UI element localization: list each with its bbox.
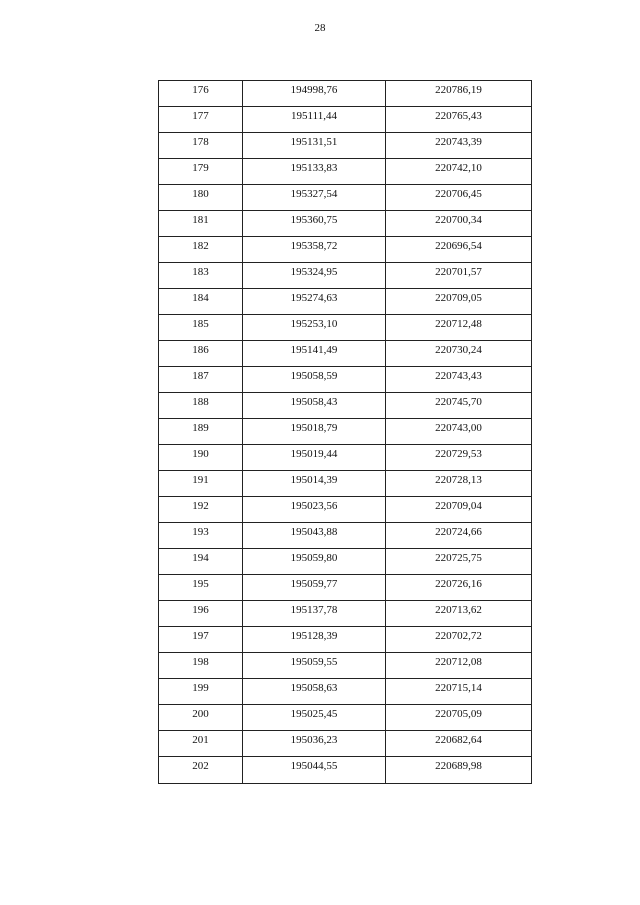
- point-number-cell: 184: [159, 289, 243, 315]
- point-number-cell: 199: [159, 679, 243, 705]
- point-number-cell: 190: [159, 445, 243, 471]
- x-coordinate-cell: 195058,63: [243, 679, 386, 705]
- x-coordinate-cell: 195131,51: [243, 133, 386, 159]
- y-coordinate-cell: 220729,53: [386, 445, 532, 471]
- y-coordinate-cell: 220742,10: [386, 159, 532, 185]
- y-coordinate-cell: 220706,45: [386, 185, 532, 211]
- point-number-cell: 176: [159, 81, 243, 107]
- table-row: [159, 627, 532, 653]
- point-number-cell: 198: [159, 653, 243, 679]
- y-coordinate-cell: 220743,39: [386, 133, 532, 159]
- point-number-cell: 178: [159, 133, 243, 159]
- x-coordinate-cell: 195128,39: [243, 627, 386, 653]
- x-coordinate-cell: 195043,88: [243, 523, 386, 549]
- table-row: [159, 289, 532, 315]
- y-coordinate-cell: 220743,00: [386, 419, 532, 445]
- point-number-cell: 201: [159, 731, 243, 757]
- x-coordinate-cell: 195133,83: [243, 159, 386, 185]
- coordinates-table-body: [159, 81, 532, 784]
- x-coordinate-cell: 195036,23: [243, 731, 386, 757]
- y-coordinate-cell: 220689,98: [386, 757, 532, 784]
- y-coordinate-cell: 220709,04: [386, 497, 532, 523]
- x-coordinate-cell: 195324,95: [243, 263, 386, 289]
- point-number-cell: 188: [159, 393, 243, 419]
- y-coordinate-cell: 220712,48: [386, 315, 532, 341]
- point-number-cell: 183: [159, 263, 243, 289]
- y-coordinate-cell: 220725,75: [386, 549, 532, 575]
- y-coordinate-cell: 220682,64: [386, 731, 532, 757]
- table-row: [159, 575, 532, 601]
- point-number-cell: 180: [159, 185, 243, 211]
- table-row: [159, 211, 532, 237]
- y-coordinate-cell: 220696,54: [386, 237, 532, 263]
- y-coordinate-cell: 220786,19: [386, 81, 532, 107]
- x-coordinate-cell: 195358,72: [243, 237, 386, 263]
- table-row: [159, 159, 532, 185]
- point-number-cell: 187: [159, 367, 243, 393]
- x-coordinate-cell: 195019,44: [243, 445, 386, 471]
- table-row: [159, 601, 532, 627]
- y-coordinate-cell: 220701,57: [386, 263, 532, 289]
- y-coordinate-cell: 220712,08: [386, 653, 532, 679]
- point-number-cell: 192: [159, 497, 243, 523]
- point-number-cell: 193: [159, 523, 243, 549]
- x-coordinate-cell: 195274,63: [243, 289, 386, 315]
- table-row: [159, 367, 532, 393]
- table-row: [159, 471, 532, 497]
- y-coordinate-cell: 220765,43: [386, 107, 532, 133]
- table-row: [159, 705, 532, 731]
- point-number-cell: 189: [159, 419, 243, 445]
- table-row: [159, 497, 532, 523]
- x-coordinate-cell: 195111,44: [243, 107, 386, 133]
- table-row: [159, 393, 532, 419]
- x-coordinate-cell: 195059,77: [243, 575, 386, 601]
- x-coordinate-cell: 195058,59: [243, 367, 386, 393]
- x-coordinate-cell: 194998,76: [243, 81, 386, 107]
- y-coordinate-cell: 220702,72: [386, 627, 532, 653]
- point-number-cell: 186: [159, 341, 243, 367]
- table-row: [159, 523, 532, 549]
- table-row: [159, 107, 532, 133]
- y-coordinate-cell: 220713,62: [386, 601, 532, 627]
- x-coordinate-cell: 195360,75: [243, 211, 386, 237]
- x-coordinate-cell: 195141,49: [243, 341, 386, 367]
- page-number: 28: [314, 22, 326, 34]
- table-row: [159, 445, 532, 471]
- table-row: [159, 341, 532, 367]
- y-coordinate-cell: 220743,43: [386, 367, 532, 393]
- point-number-cell: 200: [159, 705, 243, 731]
- point-number-cell: 191: [159, 471, 243, 497]
- point-number-cell: 202: [159, 757, 243, 784]
- table-row: [159, 419, 532, 445]
- x-coordinate-cell: 195253,10: [243, 315, 386, 341]
- x-coordinate-cell: 195025,45: [243, 705, 386, 731]
- x-coordinate-cell: 195014,39: [243, 471, 386, 497]
- table-row: [159, 731, 532, 757]
- table-row: [159, 133, 532, 159]
- x-coordinate-cell: 195327,54: [243, 185, 386, 211]
- y-coordinate-cell: 220700,34: [386, 211, 532, 237]
- point-number-cell: 196: [159, 601, 243, 627]
- y-coordinate-cell: 220724,66: [386, 523, 532, 549]
- table-row: [159, 679, 532, 705]
- x-coordinate-cell: 195044,55: [243, 757, 386, 784]
- table-row: [159, 263, 532, 289]
- y-coordinate-cell: 220745,70: [386, 393, 532, 419]
- y-coordinate-cell: 220709,05: [386, 289, 532, 315]
- y-coordinate-cell: 220726,16: [386, 575, 532, 601]
- table-row: [159, 81, 532, 107]
- y-coordinate-cell: 220715,14: [386, 679, 532, 705]
- x-coordinate-cell: 195059,55: [243, 653, 386, 679]
- y-coordinate-cell: 220705,09: [386, 705, 532, 731]
- table-row: [159, 237, 532, 263]
- point-number-cell: 177: [159, 107, 243, 133]
- point-number-cell: 181: [159, 211, 243, 237]
- x-coordinate-cell: 195137,78: [243, 601, 386, 627]
- y-coordinate-cell: 220728,13: [386, 471, 532, 497]
- table-row: [159, 185, 532, 211]
- table-row: [159, 315, 532, 341]
- point-number-cell: 182: [159, 237, 243, 263]
- point-number-cell: 197: [159, 627, 243, 653]
- coordinates-table: [158, 80, 532, 784]
- x-coordinate-cell: 195058,43: [243, 393, 386, 419]
- y-coordinate-cell: 220730,24: [386, 341, 532, 367]
- point-number-cell: 185: [159, 315, 243, 341]
- x-coordinate-cell: 195018,79: [243, 419, 386, 445]
- table-row: [159, 757, 532, 784]
- table-row: [159, 549, 532, 575]
- table-row: [159, 653, 532, 679]
- point-number-cell: 179: [159, 159, 243, 185]
- x-coordinate-cell: 195023,56: [243, 497, 386, 523]
- point-number-cell: 194: [159, 549, 243, 575]
- x-coordinate-cell: 195059,80: [243, 549, 386, 575]
- point-number-cell: 195: [159, 575, 243, 601]
